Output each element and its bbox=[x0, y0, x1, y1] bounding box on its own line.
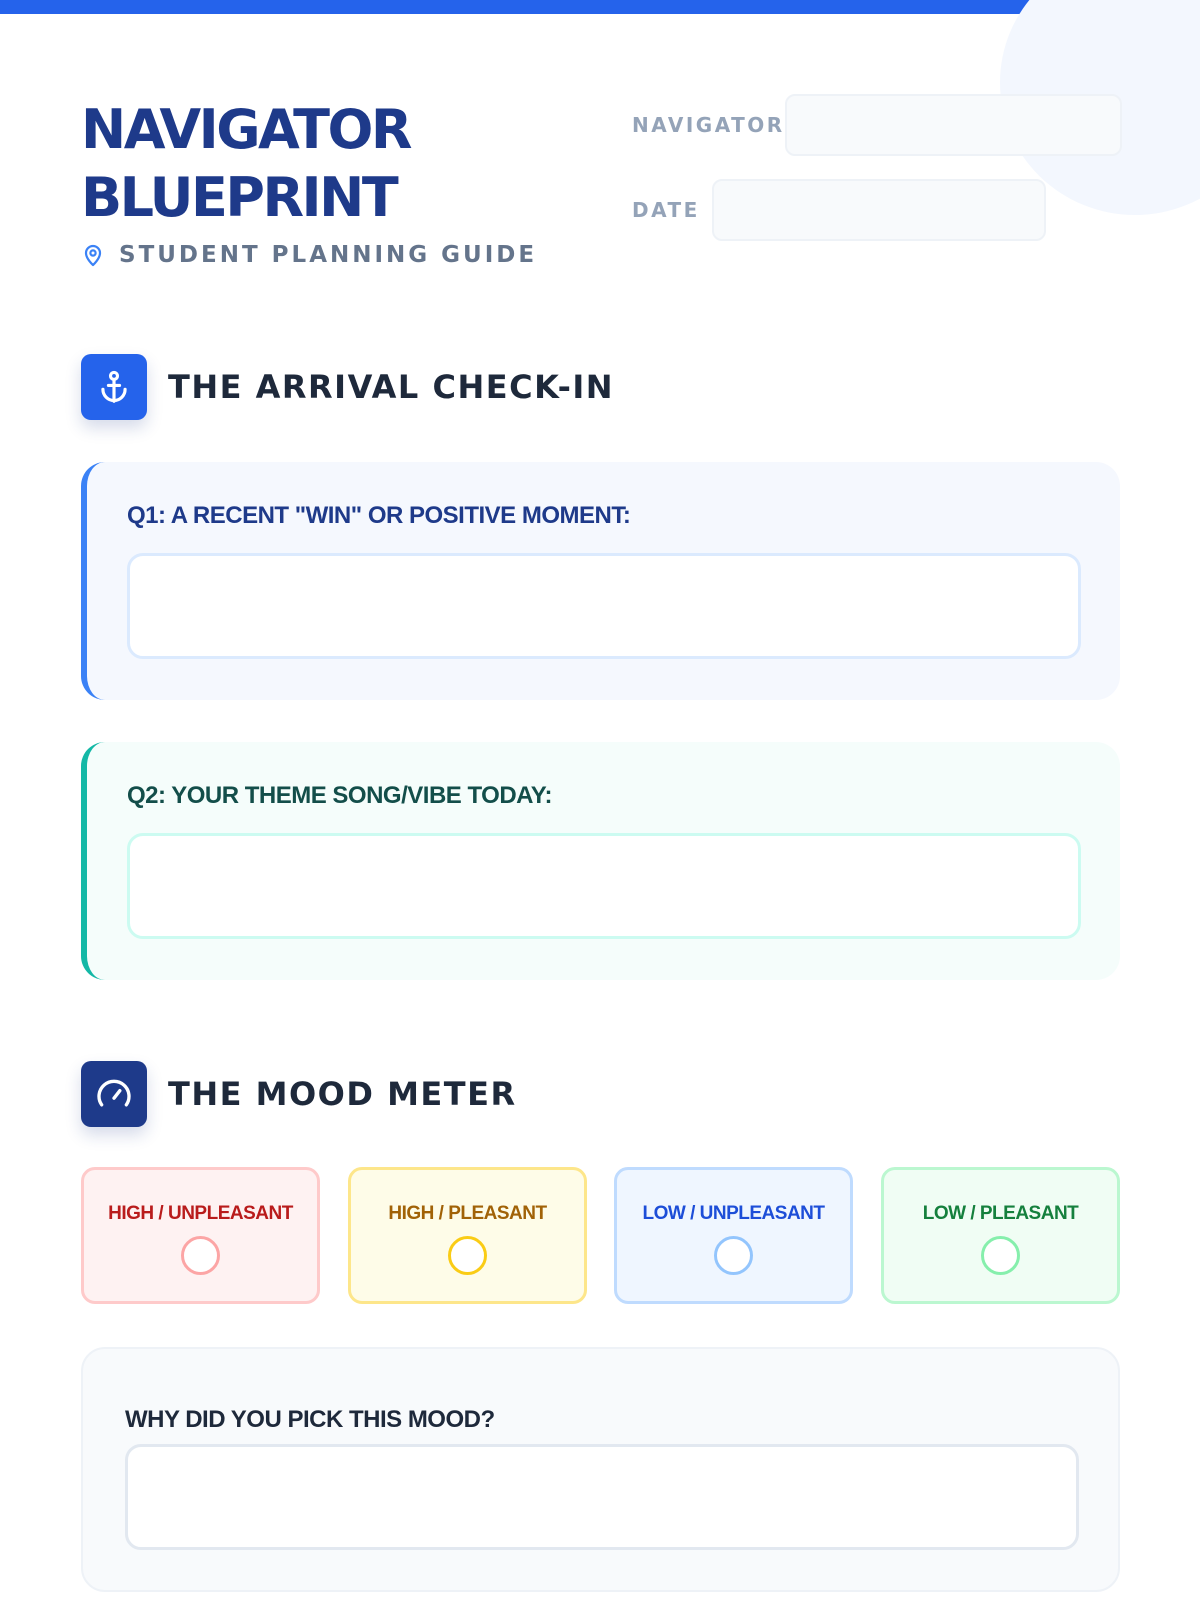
mood-option-label: LOW / UNPLEASANT bbox=[642, 1203, 825, 1224]
mood-section-header bbox=[81, 1061, 517, 1127]
mood-option-low-unpleasant[interactable] bbox=[614, 1167, 853, 1304]
mood-option-high-unpleasant[interactable] bbox=[81, 1167, 320, 1304]
date-input[interactable] bbox=[712, 179, 1046, 241]
subtitle-text: STUDENT PLANNING GUIDE bbox=[119, 242, 538, 268]
question-1-label: Q1: A RECENT "WIN" OR POSITIVE MOMENT: bbox=[127, 502, 631, 529]
mood-radio-low-unpleasant[interactable] bbox=[714, 1236, 753, 1275]
question-card-1 bbox=[81, 462, 1120, 700]
subtitle bbox=[81, 242, 537, 268]
mood-reason-label: WHY DID YOU PICK THIS MOOD? bbox=[125, 1406, 495, 1433]
mood-option-label: HIGH / PLEASANT bbox=[388, 1203, 547, 1224]
title-line-1: NAVIGATOR bbox=[81, 98, 410, 161]
arrival-section-title: THE ARRIVAL CHECK-IN bbox=[168, 368, 615, 406]
map-pin-icon bbox=[81, 243, 105, 267]
anchor-icon bbox=[81, 354, 147, 420]
date-label: DATE bbox=[632, 198, 700, 222]
question-card-2 bbox=[81, 742, 1120, 980]
mood-reason-input[interactable] bbox=[125, 1444, 1079, 1550]
mood-radio-high-unpleasant[interactable] bbox=[181, 1236, 220, 1275]
mood-radio-high-pleasant[interactable] bbox=[448, 1236, 487, 1275]
mood-option-label: LOW / PLEASANT bbox=[922, 1203, 1079, 1224]
mood-radio-low-pleasant[interactable] bbox=[981, 1236, 1020, 1275]
page-title bbox=[81, 96, 410, 232]
mood-reason-card bbox=[81, 1347, 1120, 1592]
gauge-icon bbox=[81, 1061, 147, 1127]
question-2-label: Q2: YOUR THEME SONG/VIBE TODAY: bbox=[127, 782, 553, 809]
navigator-input[interactable] bbox=[785, 94, 1122, 156]
question-2-input[interactable] bbox=[127, 833, 1081, 939]
arrival-section-header bbox=[81, 354, 614, 420]
mood-option-low-pleasant[interactable] bbox=[881, 1167, 1120, 1304]
mood-option-high-pleasant[interactable] bbox=[348, 1167, 587, 1304]
mood-section-title: THE MOOD METER bbox=[168, 1075, 517, 1113]
navigator-label: NAVIGATOR bbox=[632, 113, 785, 137]
question-1-input[interactable] bbox=[127, 553, 1081, 659]
title-line-2: BLUEPRINT bbox=[81, 166, 397, 229]
mood-option-label: HIGH / UNPLEASANT bbox=[108, 1203, 293, 1224]
